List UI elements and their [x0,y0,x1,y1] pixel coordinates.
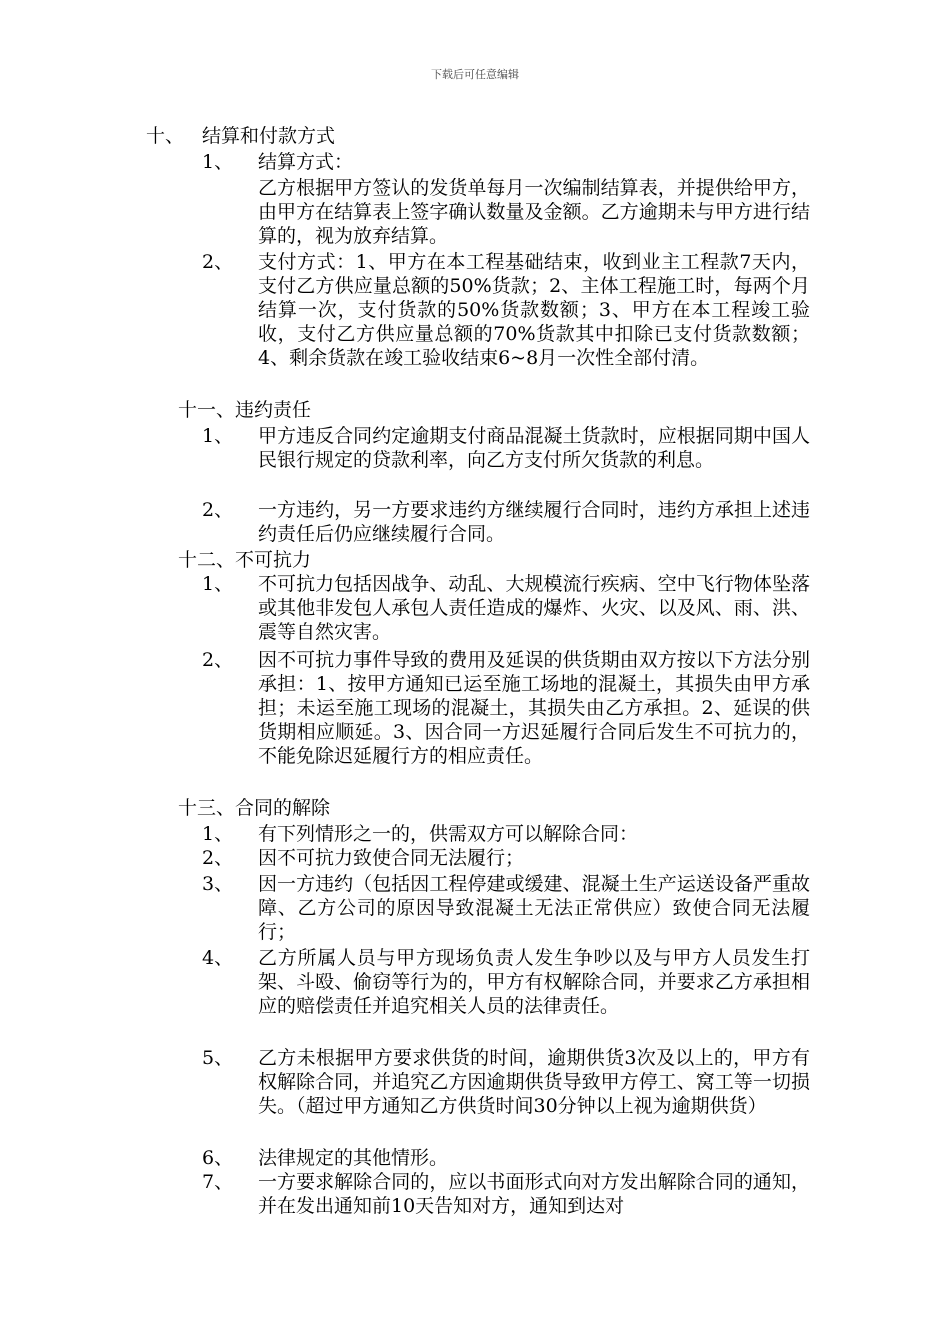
item-number: 3、 [202,873,234,895]
section-10-title: 结算和付款方式 [202,125,336,147]
item-text: 支付方式：1、甲方在本工程基础结束，收到业主工程款7天内，支付乙方供应量总额的50%货款；2、主体工程施工时，每两个月结算一次，支付货款的50%货款数额；3、甲方在本工程竣工验收，支付乙方供应量总额的70%货款其中扣除已支付货款数额；4、剩余货款在竣工验收结束6~8月一次性全部付清。 [258,251,810,369]
item-number: 2、 [202,251,234,273]
item-number: 2、 [202,499,234,521]
section-13-title: 十三、合同的解除 [178,797,331,819]
item-text: 因不可抗力事件导致的费用及延误的供货期由双方按以下方法分别承担：1、按甲方通知已运至施工场地的混凝土，其损失由甲方承担；未运至施工现场的混凝土，其损失由乙方承担。2、延误的供货期相应顺延。3、因合同一方迟延履行合同后发生不可抗力的，不能免除迟延履行方的相应责任。 [258,649,810,767]
item-number: 7、 [202,1171,234,1193]
item-text: 一方要求解除合同的，应以书面形式向对方发出解除合同的通知，并在发出通知前10天告知对方，通知到达对 [258,1171,810,1217]
item-number: 4、 [202,947,234,969]
item-text: 有下列情形之一的，供需双方可以解除合同： [258,823,639,845]
item-number: 6、 [202,1147,234,1169]
item-text: 乙方未根据甲方要求供货的时间，逾期供货3次及以上的，甲方有权解除合同，并追究乙方因逾期供货导致甲方停工、窝工等一切损失。（超过甲方通知乙方供货时间30分钟以上视为逾期供货） [258,1047,810,1117]
section-11-title: 十一、违约责任 [178,399,312,421]
item-number: 5、 [202,1047,234,1069]
item-text: 乙方所属人员与甲方现场负责人发生争吵以及与甲方人员发生打架、斗殴、偷窃等行为的，甲方有权解除合同，并要求乙方承担相应的赔偿责任并追究相关人员的法律责任。 [258,947,810,1017]
section-12-title: 十二、不可抗力 [178,549,312,571]
item-number: 1、 [202,573,234,595]
item-number: 1、 [202,151,234,173]
item-number: 2、 [202,847,234,869]
item-title: 结算方式： [258,151,354,173]
item-text: 因不可抗力致使合同无法履行； [258,847,525,869]
item-text: 法律规定的其他情形。 [258,1147,449,1169]
item-text: 甲方违反合同约定逾期支付商品混凝土货款时，应根据同期中国人民银行规定的贷款利率，向乙方支付所欠货款的利息。 [258,425,810,471]
item-number: 1、 [202,823,234,845]
item-text: 因一方违约（包括因工程停建或缓建、混凝土生产运送设备严重故障、乙方公司的原因导致混凝土无法正常供应）致使合同无法履行； [258,873,810,943]
section-10-number: 十、 [146,125,185,147]
item-text: 不可抗力包括因战争、动乱、大规模流行疾病、空中飞行物体坠落或其他非发包人承包人责任造成的爆炸、火灾、以及风、雨、洪、震等自然灾害。 [258,573,810,643]
page-header: 下载后可任意编辑 [431,68,519,81]
item-text: 一方违约，另一方要求违约方继续履行合同时，违约方承担上述违约责任后仍应继续履行合同。 [258,499,810,545]
item-number: 2、 [202,649,234,671]
item-number: 1、 [202,425,234,447]
item-text: 乙方根据甲方签认的发货单每月一次编制结算表，并提供给甲方，由甲方在结算表上签字确认数量及金额。乙方逾期未与甲方进行结算的，视为放弃结算。 [258,177,810,247]
